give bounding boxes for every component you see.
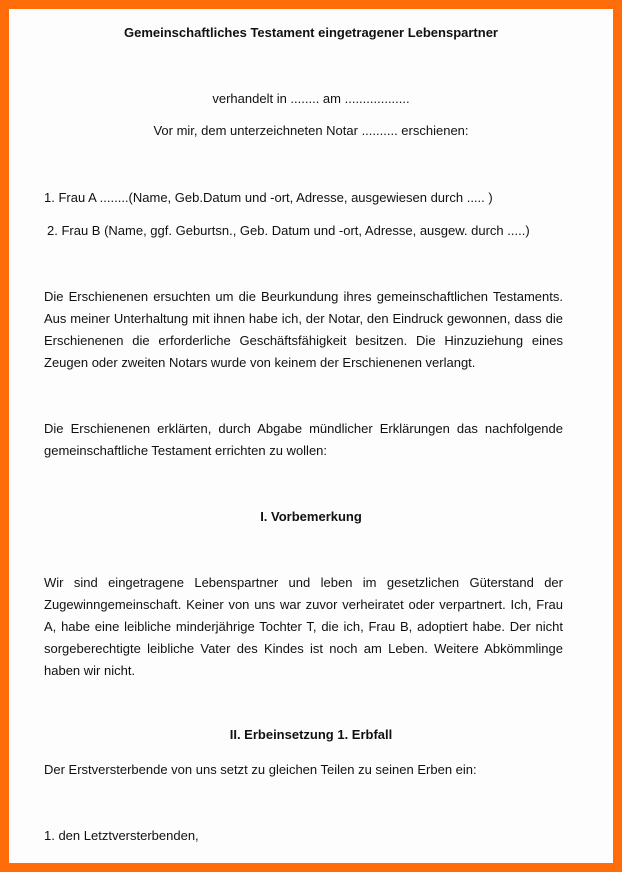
section-2-heading: II. Erbeinsetzung 1. Erbfall — [229, 727, 393, 742]
party-b-line: 2. Frau B (Name, ggf. Geburtsn., Geb. Datum und -ort, Adresse, ausgew. durch .....) — [47, 223, 530, 238]
document-title: Gemeinschaftliches Testament eingetragener Lebenspartner — [124, 25, 498, 40]
intro-paragraph: Die Erschienenen ersuchten um die Beurkundung ihres gemeinschaftlichen Testaments. Aus meiner Unterhaltung mit ihnen habe ich, der Notar, den Eindruck gewonnen, dass die Erschienenen die erforderliche Geschäftsfähigkeit besitzen. Die Hinzuziehung eines Zeugen oder zweiten Notars wurde von keinem der Erschienenen verlangt. — [44, 289, 563, 370]
section-1-text: Wir sind eingetragene Lebenspartner und leben im gesetzlichen Güterstand der Zugewinngemeinschaft. Keiner von uns war zuvor verheiratet oder verpartnert. Ich, Frau A, habe eine leibliche minderjährige Tochter T, die ich, Frau B, adoptiert habe. Der nicht sorgeberechtigte leibliche Vater des Kindes ist noch am Leben. Weitere Abkömmlinge haben wir nicht. — [44, 575, 563, 678]
party-a-line: 1. Frau A ........(Name, Geb.Datum und -ort, Adresse, ausgewiesen durch ..... ) — [44, 190, 493, 205]
section-2-text: Der Erstversterbende von uns setzt zu gleichen Teilen zu seinen Erben ein: — [44, 762, 477, 777]
declaration-paragraph: Die Erschienenen erklärten, durch Abgabe mündlicher Erklärungen das nachfolgende gemeinschaftliche Testament errichten zu wollen: — [44, 421, 563, 458]
section-1-heading: I. Vorbemerkung — [260, 509, 362, 524]
notary-line: Vor mir, dem unterzeichneten Notar .......... erschienen: — [153, 123, 469, 138]
section-2-item-1: 1. den Letztversterbenden, — [44, 828, 199, 843]
document-page — [9, 9, 613, 863]
place-date-line: verhandelt in ........ am .................. — [212, 91, 410, 106]
